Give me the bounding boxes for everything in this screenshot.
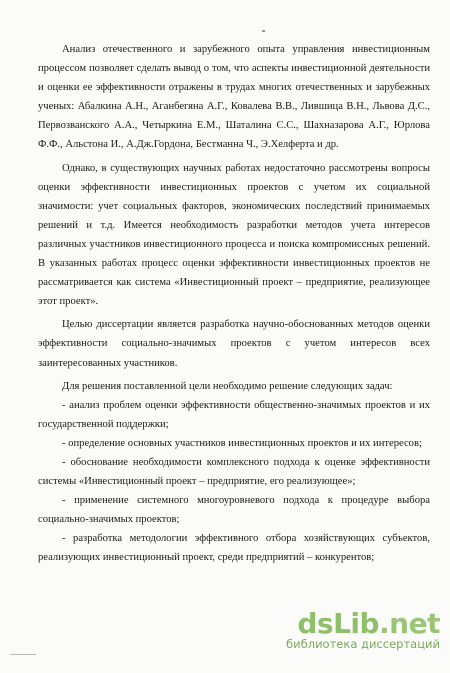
task-item-4: - применение системного многоуровневого подхода к процедуре выбора социально-значимых проектов; xyxy=(38,495,430,526)
document-body xyxy=(38,40,430,568)
task-item-5: - разработка методологии эффективного отбора хозяйствующих субъектов, реализующих инвестиционный проект, среди предприятий – конкурентов; xyxy=(38,533,430,564)
paragraph-1: Анализ отечественного и зарубежного опыта управления инвестиционным процессом позволяет сделать вывод о том, что аспекты инвестиционной деятельности и оценки ее эффективности отражены в трудах многих отечественных и зарубежных ученых: Абалкина А.Н., Аганбегяна А.Г., Ковалева В.В., Лившица В.Н., Львова Д.С., Первозванского А.А., Четыркина Е.М., Шаталина С.С., Шахназарова А.Г., Юрлова Ф.Ф., Альстона И., А.Дж.Гордона, Бестманна Ч., Э.Хелферта и др. xyxy=(38,44,430,151)
scan-line xyxy=(10,654,36,655)
paragraph-4: Для решения поставленной цели необходимо решение следующих задач: xyxy=(62,380,393,392)
logo-net: .net xyxy=(379,607,440,640)
task-item-1: - анализ проблем оценки эффективности общественно-значимых проектов и их государственной поддержки; xyxy=(38,399,430,430)
task-item-2: - определение основных участников инвестиционных проектов и их интересов; xyxy=(62,437,422,449)
task-item-3: - обоснование необходимости комплексного подхода к оценке эффективности системы «Инвестиционный проект – предприятие, его реализующее»; xyxy=(38,456,430,488)
watermark-subtitle: библиотека диссертаций xyxy=(286,637,440,651)
paragraph-3: Целью диссертации является разработка научно-обоснованных методов оценки эффективности социально-значимых проектов с учетом интересов всех заинтересованных участников. xyxy=(38,319,430,369)
watermark xyxy=(286,609,440,651)
paragraph-2: Однако, в существующих научных работах недостаточно рассмотрены вопросы оценки эффективности инвестиционных проектов с учетом их социальной значимости: учет социальных факторов, экономических последствий принимаемых решений и т.д. Имеется необходимость разработки методов учета интересов различных участников инвестиционного процесса и поиска компромиссных решений. В указанных работах процесс оценки эффективности инвестиционных проектов не рассматривается как система «Инвестиционный проект – предприятие, реализующее этот проект». xyxy=(38,162,430,308)
logo-ds: ds xyxy=(297,607,334,640)
scan-speck xyxy=(262,30,265,32)
logo-lib: Lib xyxy=(333,607,380,640)
watermark-logo xyxy=(286,609,440,639)
